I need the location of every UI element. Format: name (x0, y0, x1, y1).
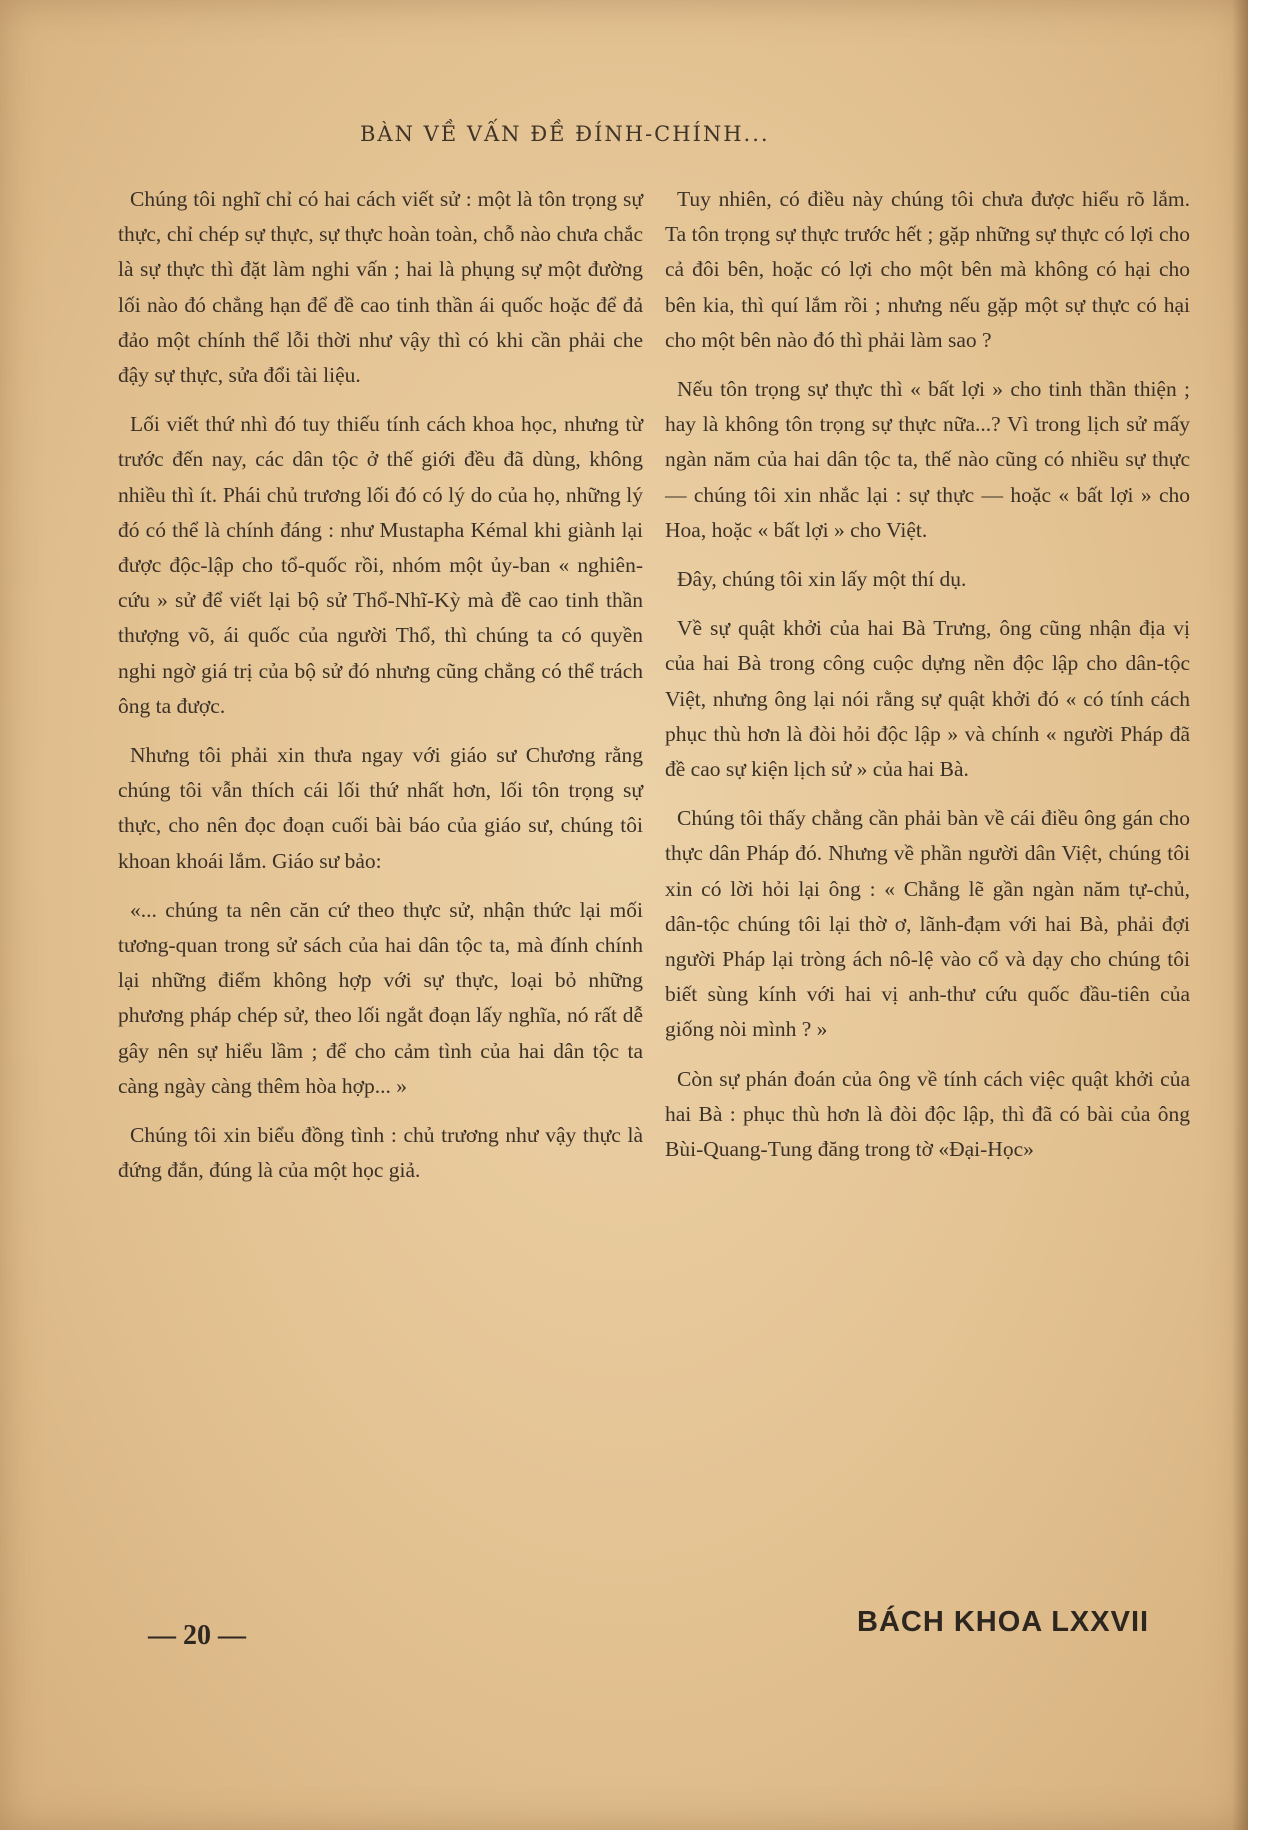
paragraph: Chúng tôi thấy chẳng cần phải bàn về cái điều ông gán cho thực dân Pháp đó. Nhưng về phần người dân Việt, chúng tôi xin có lời hỏi lại ông : « Chẳng lẽ gần ngàn năm tự-chủ, dân-tộc chúng tôi lại thờ ơ, lãnh-đạm với hai Bà, phải đợi người Pháp lại tròng ách nô-lệ vào cổ và dạy cho chúng tôi biết sùng kính với hai vị anh-thư cứu quốc đầu-tiên của giống nòi mình ? » (665, 806, 1190, 1042)
paragraph: Chúng tôi nghĩ chỉ có hai cách viết sử : một là tôn trọng sự thực, chỉ chép sự thực, sự thực hoàn toàn, chỗ nào chưa chắc là sự thực thì đặt làm nghi vấn ; hai là phụng sự một đường lối nào đó chẳng hạn để đề cao tinh thần ái quốc hoặc để đả đảo một chính thể lỗi thời như vậy thì có khi cần phải che đậy sự thực, sửa đổi tài liệu. (118, 187, 643, 388)
paragraph: Đây, chúng tôi xin lấy một thí dụ. (677, 567, 967, 592)
quote-paragraph: «... chúng ta nên căn cứ theo thực sử, nhận thức lại mối tương-quan trong sử sách của hai dân tộc ta, mà đính chính lại những điểm không hợp với sự thực, loại bỏ những phương pháp chép sử, theo lối ngắt đoạn lấy nghĩa, nó rất dễ gây nên sự hiểu lầm ; để cho cảm tình của hai dân tộc ta càng ngày càng thêm hòa hợp... » (118, 897, 643, 1098)
page-number: — 20 — (148, 1620, 246, 1651)
paragraph: Nếu tôn trọng sự thực thì « bất lợi » cho tinh thần thiện ; hay là không tôn trọng sự thực nữa...? Vì trong lịch sử mấy ngàn năm của hai dân tộc ta, thế nào cũng có nhiều sự thực — chúng tôi xin nhắc lại : sự thực — hoặc « bất lợi » cho Hoa, hoặc « bất lợi » cho Việt. (665, 377, 1190, 542)
paragraph: Chúng tôi xin biểu đồng tình : chủ trương như vậy thực là đứng đắn, đúng là của một học giả. (118, 1123, 643, 1183)
running-head: BÀN VỀ VẤN ĐỀ ĐÍNH-CHÍNH... (360, 122, 770, 146)
left-column (118, 182, 643, 1202)
journal-issue: BÁCH KHOA LXXVII (857, 1606, 1150, 1638)
paragraph: Nhưng tôi phải xin thưa ngay với giáo sư Chương rằng chúng tôi vẫn thích cái lối thứ nhất hơn, lối tôn trọng sự thực, cho nên đọc đoạn cuối bài báo của giáo sư, chúng tôi khoan khoái lắm. Giáo sư bảo: (118, 743, 643, 873)
paragraph: Tuy nhiên, có điều này chúng tôi chưa được hiểu rõ lắm. Ta tôn trọng sự thực trước hết ; gặp những sự thực có lợi cho cả đôi bên, hoặc có lợi cho một bên mà không có hại cho bên kia, thì quí lắm rồi ; nhưng nếu gặp một sự thực có hại cho một bên nào đó thì phải làm sao ? (665, 187, 1190, 352)
paragraph: Về sự quật khởi của hai Bà Trưng, ông cũng nhận địa vị của hai Bà trong công cuộc dựng nền độc lập cho dân-tộc Việt, nhưng ông lại nói rằng sự quật khởi đó « có tính cách phục thù hơn là đòi hỏi độc lập » và chính « người Pháp đã đề cao sự kiện lịch sử » của hai Bà. (665, 616, 1190, 782)
right-column (665, 182, 1190, 1181)
page-edge (1232, 0, 1248, 1830)
paragraph: Còn sự phán đoán của ông về tính cách việc quật khởi của hai Bà : phục thù hơn là đòi độc lập, thì đã có bài của ông Bùi-Quang-Tung đăng trong tờ «Đại-Học» (665, 1066, 1190, 1162)
paragraph: Lối viết thứ nhì đó tuy thiếu tính cách khoa học, nhưng từ trước đến nay, các dân tộc ở thế giới đều đã dùng, không nhiều thì ít. Phái chủ trương lối đó có lý do của họ, những lý đó có thể là chính đáng : như Mustapha Kémal khi giành lại được độc-lập cho tổ-quốc rồi, nhóm một ủy-ban « nghiên-cứu » sử để viết lại bộ sử Thổ-Nhĩ-Kỳ mà đề cao tinh thần thượng võ, ái quốc của người Thổ, thì chúng ta có quyền nghi ngờ giá trị của bộ sử đó nhưng cũng chẳng có thể trách ông ta được. (118, 412, 643, 718)
